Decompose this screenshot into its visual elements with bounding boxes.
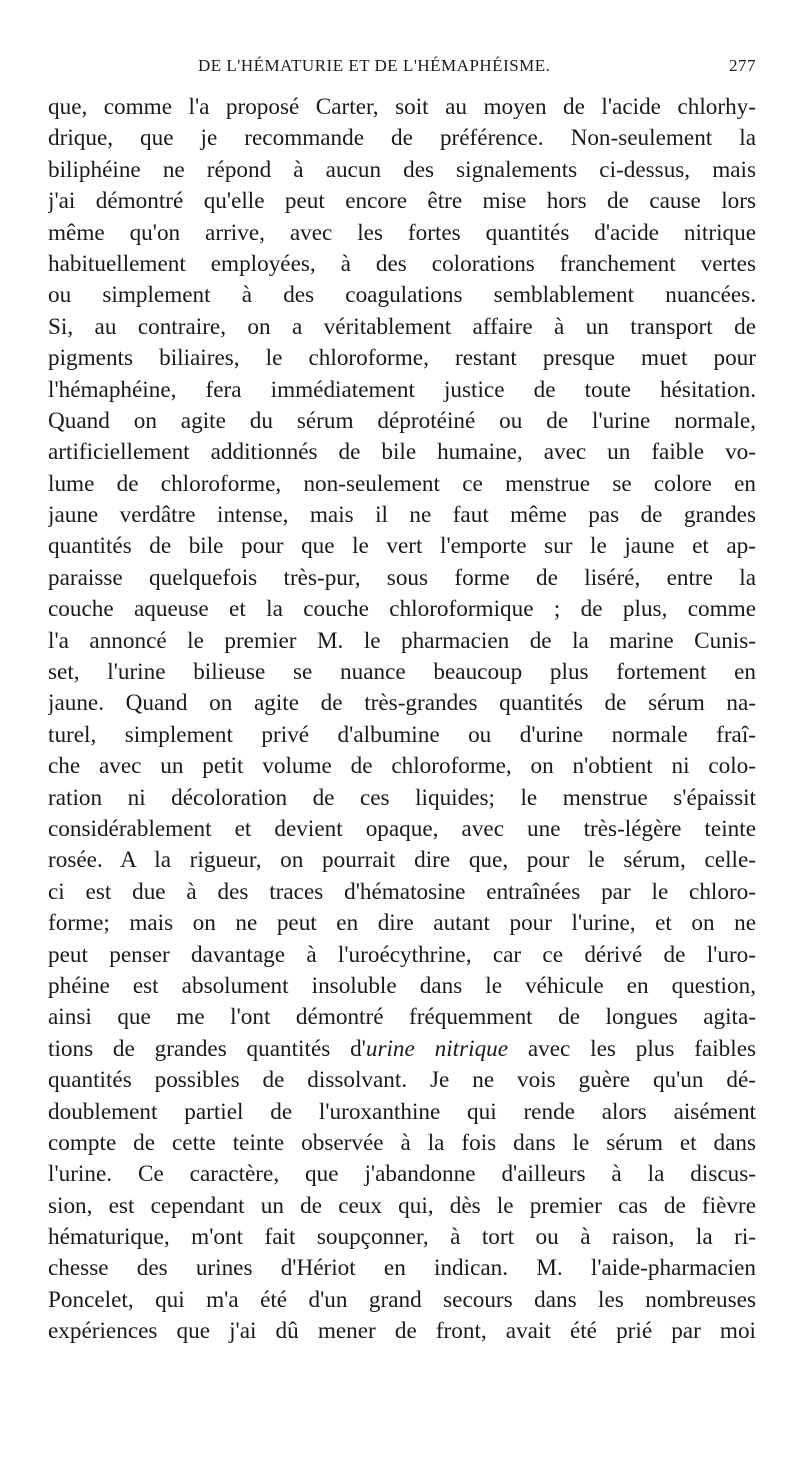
text-line: pigments biliaires, le chloroforme, restant presque muet pour bbox=[48, 345, 756, 372]
text-line: phéine est absolument insoluble dans le véhicule en question, bbox=[48, 972, 756, 999]
text-line: Poncelet, qui m'a été d'un grand secours dans les nombreuses bbox=[48, 1286, 756, 1313]
running-head bbox=[48, 56, 756, 86]
text-line: habituellement employées, à des colorations franchement vertes bbox=[48, 250, 756, 277]
book-page bbox=[48, 56, 756, 1348]
text-line: doublement partiel de l'uroxanthine qui rende alors aisément bbox=[48, 1098, 756, 1125]
text-line: paraisse quelquefois très-pur, sous forme de liséré, entre la bbox=[48, 564, 756, 591]
running-title: DE L'HÉMATURIE ET DE L'HÉMAPHÉISME. bbox=[198, 56, 551, 75]
text-line: Si, au contraire, on a véritablement affaire à un transport de bbox=[48, 313, 756, 340]
text-line: l'hémaphéine, fera immédiatement justice de toute hésitation. bbox=[48, 376, 756, 403]
text-line: forme; mais on ne peut en dire autant pour l'urine, et on ne bbox=[48, 910, 756, 937]
text-fragment: tions de grandes quantités d' bbox=[48, 1035, 366, 1062]
text-line: l'a annoncé le premier M. le pharmacien de la marine Cunis- bbox=[48, 627, 756, 654]
text-line: j'ai démontré qu'elle peut encore être mise hors de cause lors bbox=[48, 188, 756, 215]
text-line: artificiellement additionnés de bile humaine, avec un faible vo- bbox=[48, 439, 756, 466]
text-line: rosée. A la rigueur, on pourrait dire que, pour le sérum, celle- bbox=[48, 847, 756, 874]
text-line: lume de chloroforme, non-seulement ce menstrue se colore en bbox=[48, 470, 756, 497]
text-line: jaune. Quand on agite de très-grandes quantités de sérum na- bbox=[48, 690, 756, 717]
text-line: peut penser davantage à l'uroécythrine, car ce dérivé de l'uro- bbox=[48, 941, 756, 968]
page-number: 277 bbox=[729, 56, 756, 75]
text-line: set, l'urine bilieuse se nuance beaucoup plus fortement en bbox=[48, 659, 756, 686]
text-line: turel, simplement privé d'albumine ou d'urine normale fraî- bbox=[48, 721, 756, 748]
text-line: ci est due à des traces d'hématosine entraînées par le chloro- bbox=[48, 878, 756, 905]
text-line: jaune verdâtre intense, mais il ne faut même pas de grandes bbox=[48, 502, 756, 529]
text-line: ou simplement à des coagulations semblablement nuancées. bbox=[48, 282, 756, 309]
text-line: quantités de bile pour que le vert l'emporte sur le jaune et ap- bbox=[48, 533, 756, 560]
text-line: quantités possibles de dissolvant. Je ne vois guère qu'un dé- bbox=[48, 1067, 756, 1094]
text-line: couche aqueuse et la couche chloroformique ; de plus, comme bbox=[48, 596, 756, 623]
text-line: biliphéine ne répond à aucun des signalements ci-dessus, mais bbox=[48, 156, 756, 183]
text-line: compte de cette teinte observée à la fois dans le sérum et dans bbox=[48, 1129, 756, 1156]
text-line: l'urine. Ce caractère, que j'abandonne d'ailleurs à la discus- bbox=[48, 1161, 756, 1188]
text-line: ainsi que me l'ont démontré fréquemment de longues agita- bbox=[48, 1004, 756, 1031]
text-line: che avec un petit volume de chloroforme, on n'obtient ni colo- bbox=[48, 753, 756, 780]
text-line: Quand on agite du sérum déprotéiné ou de l'urine normale, bbox=[48, 407, 756, 434]
text-line: expériences que j'ai dû mener de front, avait été prié par moi bbox=[48, 1318, 756, 1345]
italic-phrase: urine nitrique bbox=[365, 1035, 509, 1062]
text-line: que, comme l'a proposé Carter, soit au moyen de l'acide chlorhy- bbox=[48, 94, 756, 120]
text-line: considérablement et devient opaque, avec une très-légère teinte bbox=[48, 815, 756, 842]
text-line: même qu'on arrive, avec les fortes quantités d'acide nitrique bbox=[48, 219, 756, 246]
text-line: chesse des urines d'Hériot en indican. M. l'aide-pharmacien bbox=[48, 1255, 756, 1282]
text-line: drique, que je recommande de préférence. Non-seulement la bbox=[48, 125, 756, 152]
body-text bbox=[48, 92, 756, 1348]
text-fragment: avec les plus faibles bbox=[508, 1035, 756, 1062]
text-line: sion, est cependant un de ceux qui, dès le premier cas de fièvre bbox=[48, 1192, 756, 1219]
text-line: hématurique, m'ont fait soupçonner, à tort ou à raison, la ri- bbox=[48, 1224, 756, 1251]
text-line: ration ni décoloration de ces liquides; le menstrue s'épaissit bbox=[48, 784, 756, 811]
text-line-with-italic bbox=[48, 1034, 756, 1065]
